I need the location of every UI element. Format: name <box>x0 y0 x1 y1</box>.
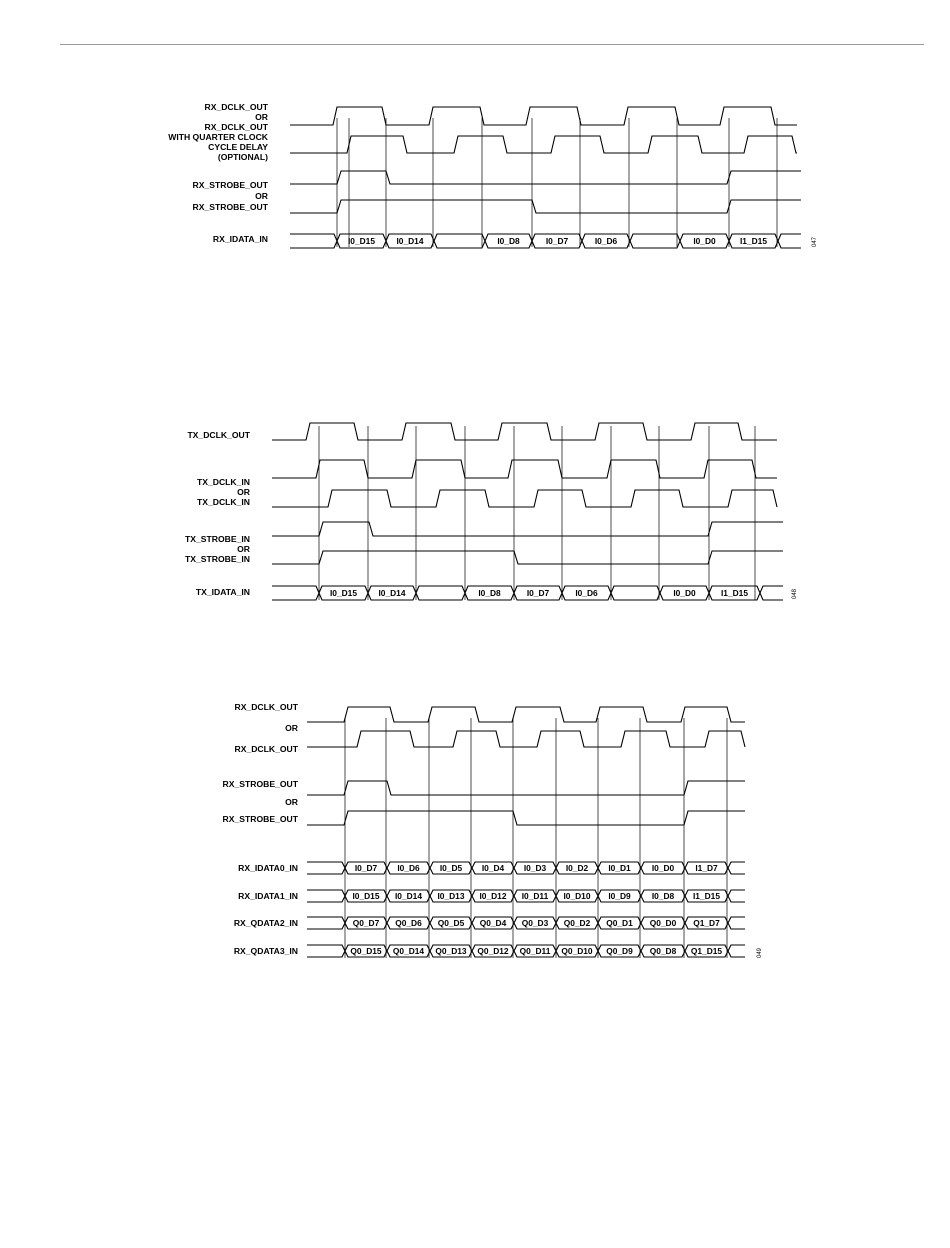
bus-cell-label: Q1_D15 <box>690 946 723 956</box>
bus-lead-bottom <box>307 896 345 902</box>
bus-cell-label: I0_D6 <box>594 236 618 246</box>
waveform-tx-dclk-in <box>272 460 777 478</box>
signal-label-rx-dclk-out-alt: RX_DCLK_OUT <box>234 744 298 754</box>
signal-label-rx-strobe-out: RX_STROBE_OUT <box>192 180 268 190</box>
signal-label-or: OR <box>237 544 250 554</box>
bus-lead-top <box>290 234 337 241</box>
bus-cell-label: I0_D1 <box>608 863 631 873</box>
signal-label-or: OR <box>285 723 298 733</box>
bus-cell-label: I1_D7 <box>695 863 718 873</box>
bus-label: RX_IDATA0_IN <box>238 863 298 873</box>
bus-lead-top <box>307 862 345 868</box>
bus-tail-top <box>728 862 745 868</box>
bus-label: RX_IDATA1_IN <box>238 891 298 901</box>
bus-cell-label: I0_D11 <box>521 891 549 901</box>
signal-label-tx-strobe-in-alt: TX_STROBE_IN <box>185 554 250 564</box>
signal-label-or: OR <box>285 797 298 807</box>
bus-tail-top <box>728 917 745 923</box>
bus-cell-label: I0_D10 <box>563 891 591 901</box>
bus-tail-top <box>728 890 745 896</box>
waveform-tx-strobe-in-alt <box>272 551 783 564</box>
bus-cell-label: I0_D5 <box>439 863 463 873</box>
figure-id-label: 047 <box>812 236 818 248</box>
waveform-tx-dclk-out <box>272 423 777 440</box>
bus-tail-top <box>778 234 801 241</box>
signal-label-tx-dclk-in: TX_DCLK_IN <box>196 477 250 487</box>
bus-tail-bottom <box>728 951 745 957</box>
waveform-rx-strobe-out-alt <box>307 811 745 825</box>
waveform-rx-dclk-out <box>290 107 797 125</box>
waveform-tx-strobe-in <box>272 522 783 536</box>
bus-tail-bottom <box>760 593 783 600</box>
bus-cell-label: I0_D7 <box>354 863 378 873</box>
figure-rx-quad-port <box>223 702 763 958</box>
waveform-rx-dclk-out-delayed <box>290 136 797 153</box>
bus-tail-top <box>760 586 783 593</box>
signal-label-tx-dclk-in-alt: TX_DCLK_IN <box>196 497 250 507</box>
bus-rx-idata-in <box>290 234 801 248</box>
bus-cell-label: I0_D8 <box>651 891 675 901</box>
bus-lead-bottom <box>307 923 345 929</box>
bus-lead-bottom <box>290 241 337 248</box>
bus-cell-label: Q0_D7 <box>352 918 380 928</box>
bus-tail-bottom <box>728 896 745 902</box>
bus-cell-label: I0_D8 <box>497 236 520 246</box>
bus-cell-label: Q1_D7 <box>693 918 720 928</box>
bus-cell <box>434 234 485 248</box>
signal-label-rx-dclk-out-delayed: CYCLE DELAY <box>208 142 268 152</box>
bus-cell-label: I0_D6 <box>575 588 598 598</box>
bus-cell-label: I0_D7 <box>545 236 569 246</box>
bus-cell-label: Q0_D9 <box>606 946 633 956</box>
bus-cell-label: Q0_D4 <box>479 918 507 928</box>
bus-cell-label: Q0_D2 <box>563 918 591 928</box>
waveform-rx-strobe-out <box>290 171 801 184</box>
signal-label-rx-dclk-out-delayed: RX_DCLK_OUT <box>204 122 268 132</box>
bus-cell-label: I0_D14 <box>394 891 423 901</box>
bus-cell-label: Q0_D8 <box>649 946 677 956</box>
bus-cell-label: Q0_D6 <box>395 918 422 928</box>
bus-lead-top <box>307 890 345 896</box>
signal-label-rx-dclk-out-delayed: (OPTIONAL) <box>217 152 268 162</box>
bus-cell-label: Q0_D1 <box>606 918 633 928</box>
bus-cell-label: I0_D12 <box>479 891 507 901</box>
bus-lead-bottom <box>272 593 319 600</box>
bus-lead-bottom <box>307 951 345 957</box>
bus-rx-idata1-in <box>307 890 745 902</box>
bus-cell-label: I0_D14 <box>378 588 406 598</box>
figure-rx-dual-port <box>168 102 818 248</box>
bus-cell-label: I0_D6 <box>397 863 420 873</box>
waveform-rx-dclk-out-alt <box>307 731 745 747</box>
figure-id-label: 049 <box>757 947 763 959</box>
bus-label: RX_QDATA2_IN <box>233 918 298 928</box>
waveform-rx-strobe-out-alt <box>290 200 801 213</box>
bus-cell-label: Q0_D13 <box>435 946 467 956</box>
signal-label-tx-idata-in: TX_IDATA_IN <box>195 587 250 597</box>
bus-tail-bottom <box>778 241 801 248</box>
signal-label-rx-dclk-out-delayed: WITH QUARTER CLOCK <box>168 132 268 142</box>
bus-cell-label: I0_D4 <box>481 863 505 873</box>
signal-label-rx-strobe-out: RX_STROBE_OUT <box>222 779 298 789</box>
bus-cell-label: Q0_D15 <box>350 946 382 956</box>
signal-label-rx-idata-in: RX_IDATA_IN <box>212 234 268 244</box>
bus-tail-top <box>728 945 745 951</box>
bus-label: RX_QDATA3_IN <box>233 946 298 956</box>
bus-lead-top <box>272 586 319 593</box>
figure-tx <box>185 423 798 600</box>
waveform-tx-dclk-in-alt <box>272 490 777 507</box>
bus-cell-label: I0_D13 <box>437 891 465 901</box>
bus-cell-label: I1_D15 <box>720 588 749 598</box>
signal-label-tx-dclk-out: TX_DCLK_OUT <box>187 430 250 440</box>
bus-cell-label: I0_D14 <box>396 236 424 246</box>
bus-cell <box>416 586 465 600</box>
signal-label-or: OR <box>255 112 268 122</box>
bus-rx-idata0-in <box>307 862 745 874</box>
bus-rx-qdata3-in <box>307 945 745 957</box>
bus-cell-label: I0_D15 <box>329 588 358 598</box>
waveform-rx-dclk-out <box>307 707 745 722</box>
bus-cell-label: I0_D0 <box>651 863 675 873</box>
bus-cell-label: Q0_D14 <box>392 946 425 956</box>
signal-label-or: OR <box>237 487 250 497</box>
signal-label-rx-dclk-out: RX_DCLK_OUT <box>234 702 298 712</box>
bus-lead-top <box>307 917 345 923</box>
bus-cell-label: Q0_D0 <box>649 918 677 928</box>
bus-cell-label: Q0_D10 <box>561 946 593 956</box>
bus-lead-bottom <box>307 868 345 874</box>
bus-cell-label: I0_D15 <box>352 891 380 901</box>
bus-cell-label: I0_D7 <box>526 588 550 598</box>
bus-tail-bottom <box>728 923 745 929</box>
bus-cell-label: Q0_D12 <box>477 946 509 956</box>
bus-cell-label: I0_D2 <box>565 863 589 873</box>
bus-cell-label: Q0_D11 <box>519 946 551 956</box>
bus-lead-top <box>307 945 345 951</box>
bus-cell-label: I1_D15 <box>692 891 721 901</box>
signal-label-rx-strobe-out-alt: RX_STROBE_OUT <box>222 814 298 824</box>
signal-label-or: OR <box>255 191 268 201</box>
signal-label-rx-dclk-out: RX_DCLK_OUT <box>204 102 268 112</box>
bus-tail-bottom <box>728 868 745 874</box>
bus-cell-label: I1_D15 <box>739 236 768 246</box>
signal-label-tx-strobe-in: TX_STROBE_IN <box>185 534 250 544</box>
bus-cell-label: Q0_D3 <box>521 918 549 928</box>
waveform-rx-strobe-out <box>307 781 745 795</box>
bus-cell-label: I0_D9 <box>608 891 631 901</box>
bus-cell <box>630 234 680 248</box>
bus-cell-label: I0_D0 <box>673 588 696 598</box>
bus-cell-label: I0_D15 <box>347 236 376 246</box>
bus-cell-label: I0_D3 <box>523 863 547 873</box>
bus-cell-label: Q0_D5 <box>437 918 465 928</box>
figure-id-label: 048 <box>792 588 798 600</box>
bus-cell <box>611 586 660 600</box>
signal-label-rx-strobe-out-alt: RX_STROBE_OUT <box>192 202 268 212</box>
bus-cell-label: I0_D0 <box>693 236 716 246</box>
bus-tx-idata-in <box>272 586 783 600</box>
bus-cell-label: I0_D8 <box>478 588 501 598</box>
bus-rx-qdata2-in <box>307 917 745 929</box>
